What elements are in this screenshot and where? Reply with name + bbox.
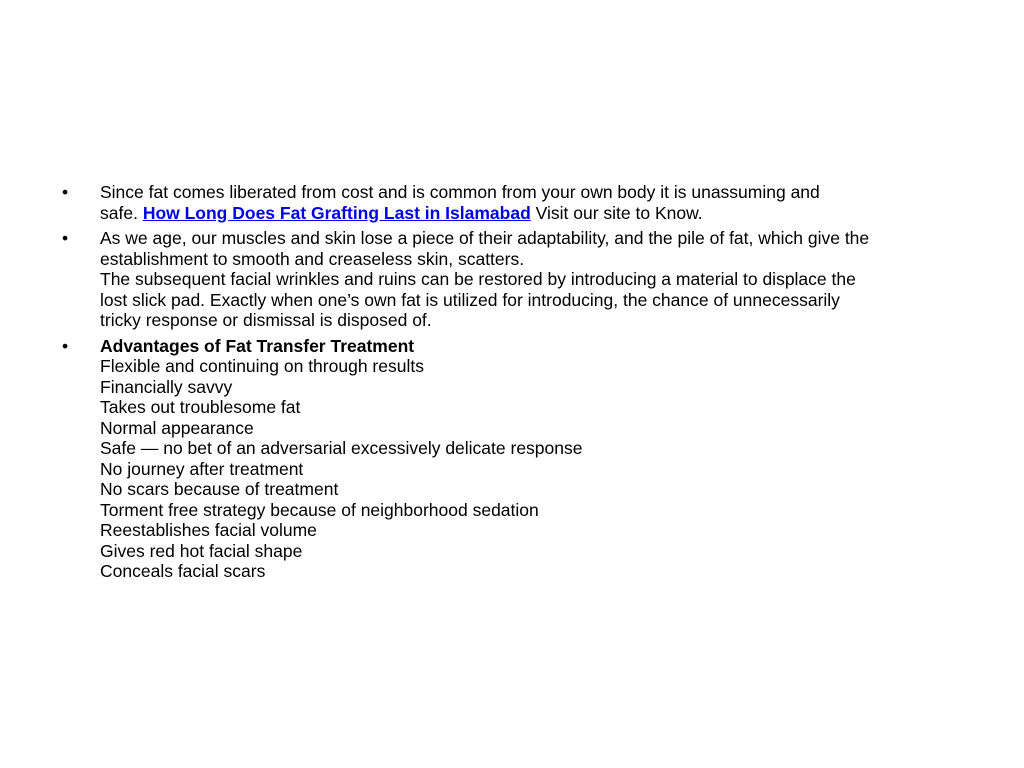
advantage-item: Reestablishes facial volume — [100, 520, 317, 540]
item2-line: lost slick pad. Exactly when one’s own fat is utilized for introducing, the chance of unnecessarily — [100, 289, 840, 310]
advantage-item: Torment free strategy because of neighborhood sedation — [100, 499, 539, 520]
advantage-item: No journey after treatment — [100, 458, 304, 479]
item1-line2 — [100, 203, 962, 224]
advantage-item: Gives red hot facial shape — [100, 540, 303, 561]
item1-prefix: safe. — [100, 202, 143, 223]
item2-line: As we age, our muscles and skin lose a piece of their adaptability, and the pile of fat, which give the — [100, 228, 870, 248]
advantage-item: Financially savvy — [100, 376, 233, 397]
bullet-item-cost — [62, 182, 962, 223]
item1-line1: Since fat comes liberated from cost and is common from your own body it is unassuming and — [100, 182, 820, 202]
bullet-item-aging — [62, 228, 962, 331]
fat-grafting-link[interactable]: How Long Does Fat Grafting Last in Islamabad — [142, 202, 531, 223]
item2-line: The subsequent facial wrinkles and ruins can be restored by introducing a material to displace the — [100, 269, 856, 289]
slide-content — [62, 182, 962, 587]
bullet-list — [62, 182, 962, 582]
bullet-item-advantages — [62, 336, 962, 582]
advantages-heading: Advantages of Fat Transfer Treatment — [100, 335, 415, 356]
advantage-item: Conceals facial scars — [100, 561, 266, 581]
bullet-dot-icon: • — [62, 335, 69, 356]
bullet-dot-icon: • — [62, 182, 69, 202]
advantage-item: No scars because of treatment — [100, 479, 339, 499]
advantage-item: Safe — no bet of an adversarial excessively delicate response — [100, 438, 583, 458]
item2-line: tricky response or dismissal is disposed of. — [100, 310, 432, 330]
item2-line: establishment to smooth and creaseless skin, scatters. — [100, 248, 525, 269]
bullet-dot-icon: • — [62, 228, 69, 248]
advantage-item: Flexible and continuing on through results — [100, 356, 424, 376]
advantage-item: Normal appearance — [100, 417, 254, 438]
item1-suffix: Visit our site to Know. — [530, 202, 703, 223]
advantage-item: Takes out troublesome fat — [100, 397, 301, 417]
